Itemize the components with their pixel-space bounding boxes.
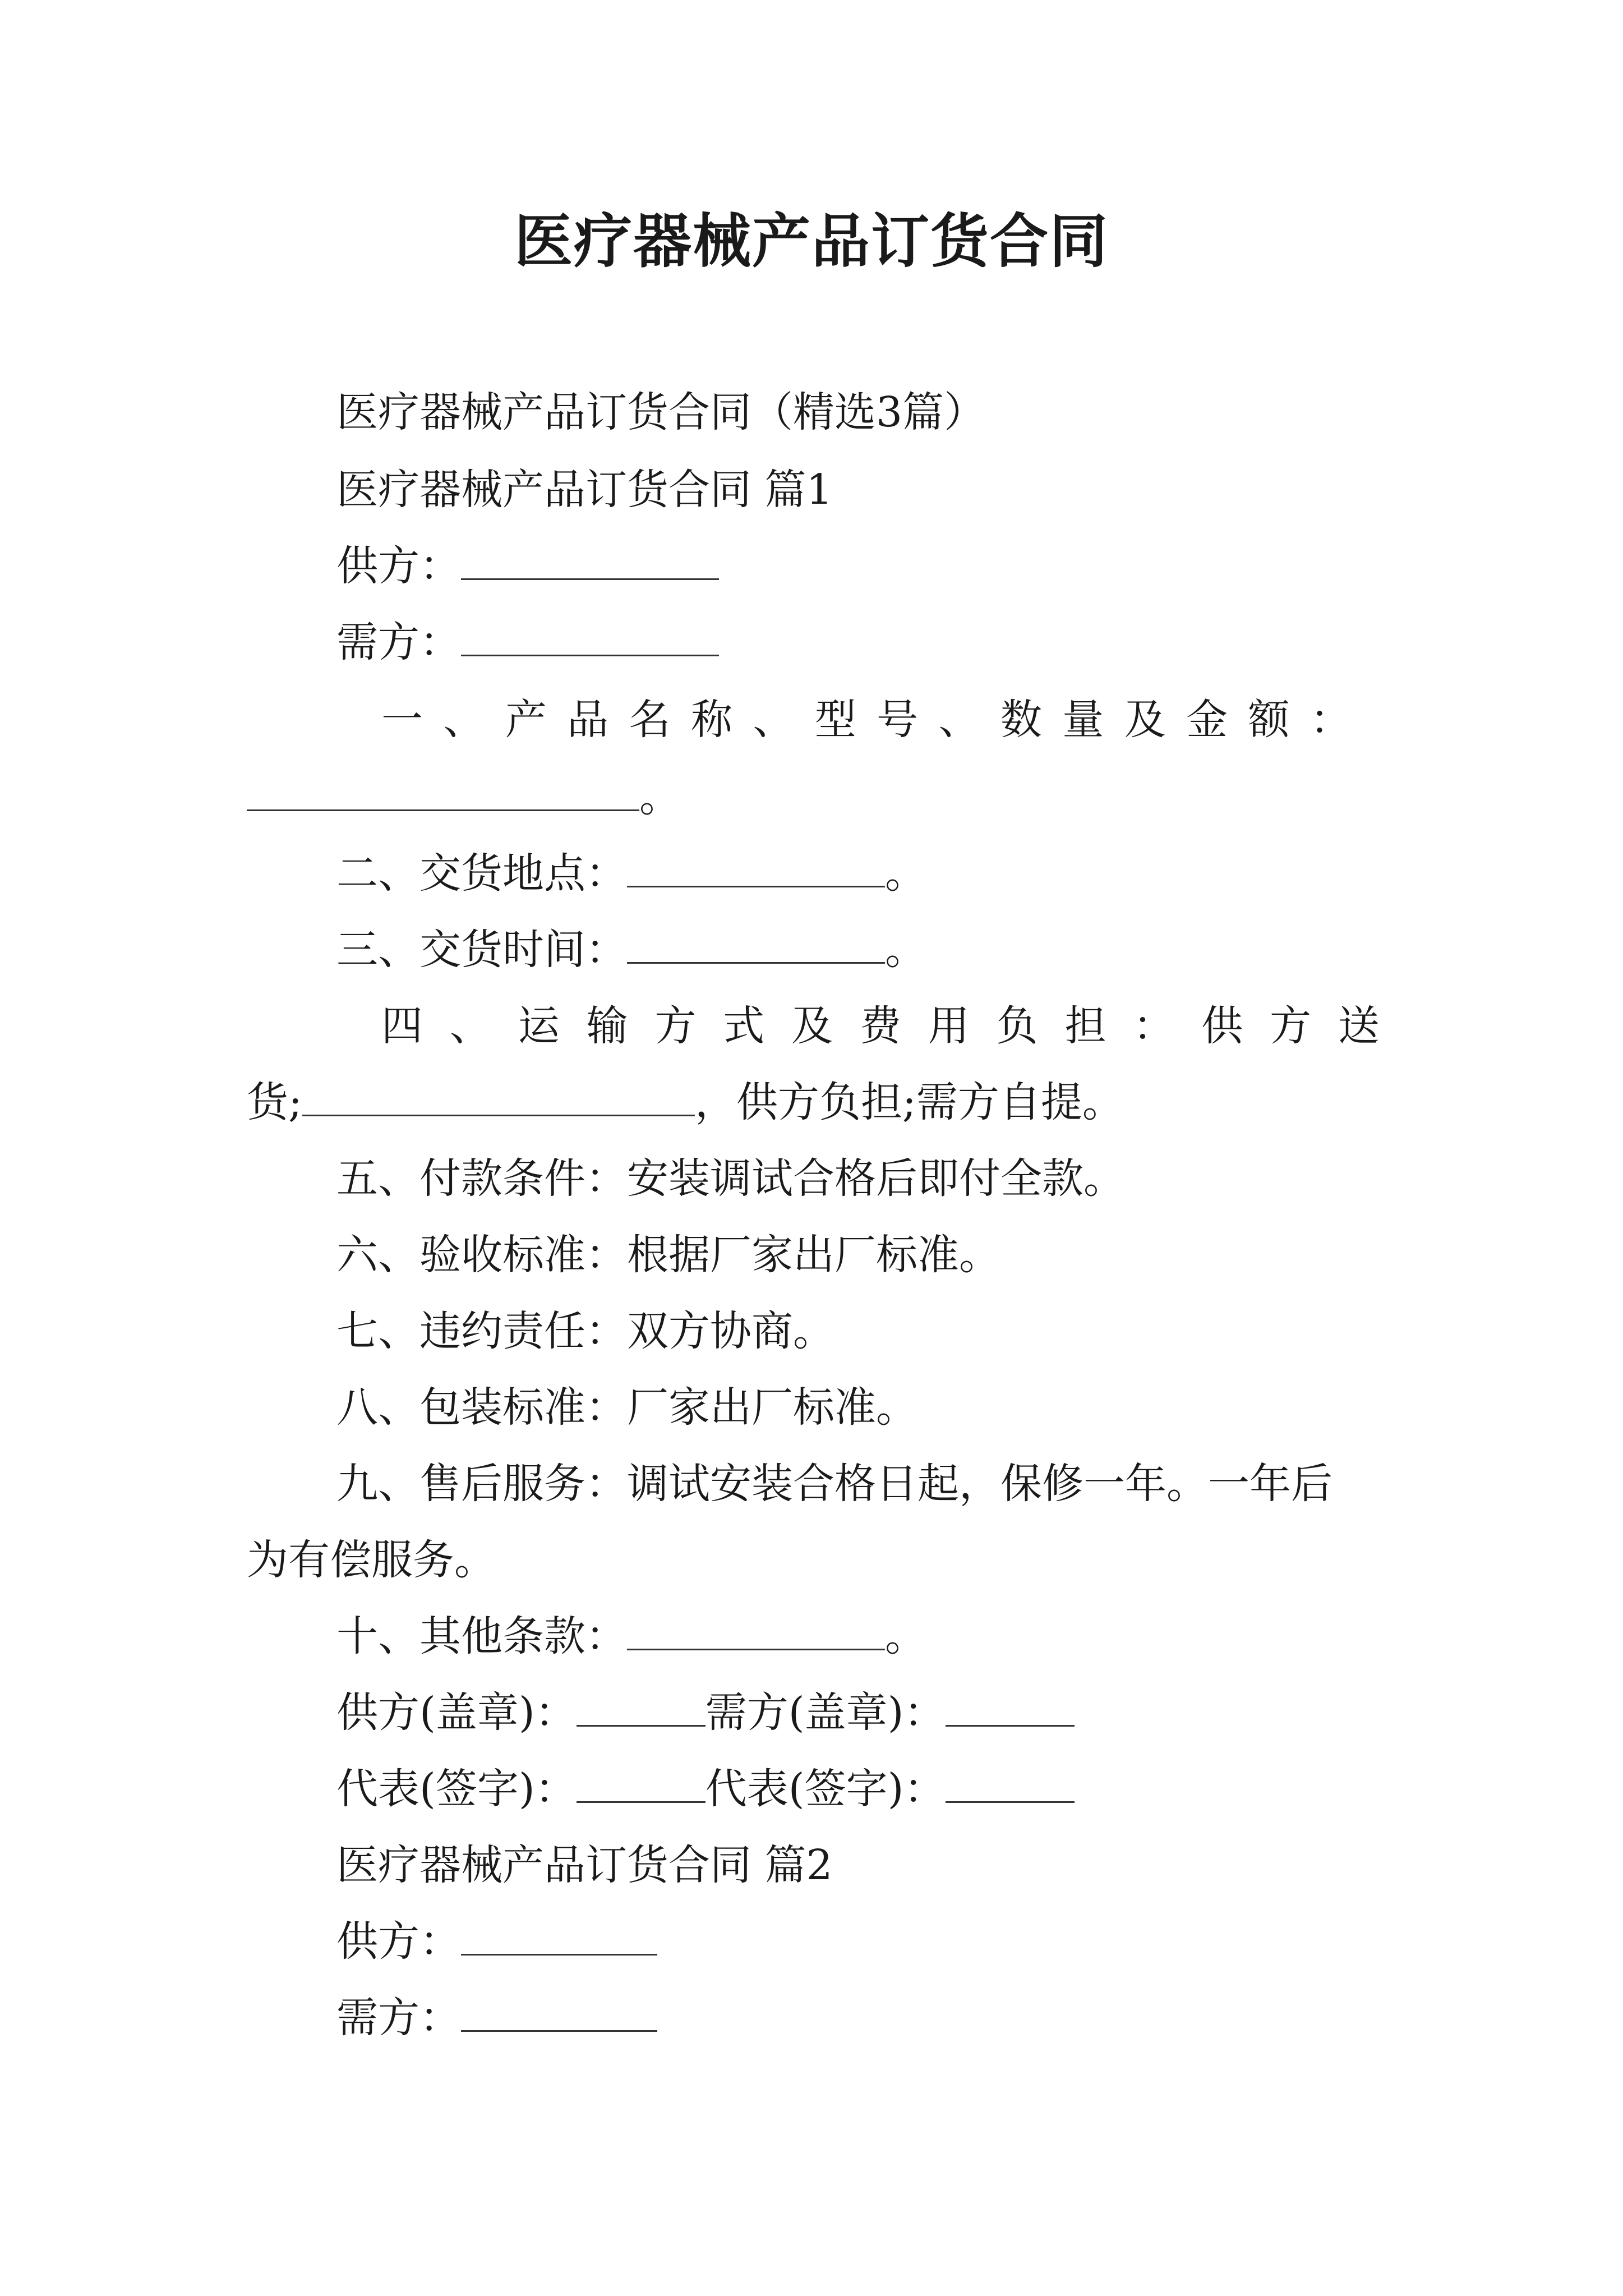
item10-label: 十、其他条款： xyxy=(336,1612,627,1660)
item4-char: 方 xyxy=(654,1002,697,1050)
seal-line xyxy=(336,1682,1075,1743)
item4-line xyxy=(381,995,1380,1057)
item4-char: 式 xyxy=(723,1002,765,1050)
item1-blank xyxy=(247,770,639,811)
item4-char: 担 xyxy=(1064,1002,1106,1050)
item10-end: 。 xyxy=(885,1612,926,1660)
item1-char: 数 xyxy=(1000,696,1042,744)
item2-end: 。 xyxy=(885,849,926,898)
document-title: 医疗器械产品订货合同 xyxy=(514,206,1109,275)
item1-char: 号 xyxy=(877,696,919,744)
buyer-label: 需方： xyxy=(336,618,461,666)
item1-char: 、 xyxy=(443,696,485,744)
item2-label: 二、交货地点： xyxy=(336,849,627,898)
item1-end: 。 xyxy=(639,773,681,821)
item4-char: 供 xyxy=(1201,1002,1243,1050)
item1-char: ： xyxy=(1310,696,1352,744)
item4-char: 四 xyxy=(381,1002,423,1050)
item1-char: 产 xyxy=(505,696,547,744)
part2-supplier-blank xyxy=(461,1915,657,1955)
item4-cont-b: ，供方负担;需方自提。 xyxy=(694,1078,1124,1126)
part2-buyer-blank xyxy=(461,1991,657,2032)
item1-char: 型 xyxy=(814,696,856,744)
part2-buyer-line xyxy=(336,1987,657,2049)
item1-line xyxy=(381,689,1352,751)
seal-supplier-blank xyxy=(577,1686,706,1727)
item4-char: 负 xyxy=(996,1002,1038,1050)
item5-line: 五、付款条件：安装调试合格后即付全款。 xyxy=(336,1154,1125,1203)
item1-char: 、 xyxy=(753,696,795,744)
item1-char: 及 xyxy=(1124,696,1166,744)
part2-buyer-label: 需方： xyxy=(336,1994,461,2042)
item4-char: 费 xyxy=(859,1002,901,1050)
item10-line xyxy=(336,1605,926,1667)
item3-end: 。 xyxy=(885,926,926,974)
sign-buyer-label: 代表(签字)： xyxy=(705,1765,946,1813)
item4-cont-a: 货; xyxy=(247,1078,302,1126)
seal-supplier-label: 供方(盖章)： xyxy=(336,1688,577,1737)
item1-char: 量 xyxy=(1062,696,1104,744)
item4-char: 运 xyxy=(518,1002,560,1050)
part2-heading: 医疗器械产品订货合同 篇2 xyxy=(336,1841,833,1889)
item3-label: 三、交货时间： xyxy=(336,926,627,974)
sign-line xyxy=(336,1758,1075,1820)
part2-supplier-label: 供方： xyxy=(336,1917,461,1966)
supplier-label: 供方： xyxy=(336,542,461,590)
item3-blank xyxy=(627,923,885,964)
item4-char: 及 xyxy=(791,1002,833,1050)
item1-char: 名 xyxy=(629,696,671,744)
item9-continuation: 为有偿服务。 xyxy=(247,1536,496,1584)
sign-supplier-blank xyxy=(577,1762,706,1803)
item4-char: ： xyxy=(1133,1002,1175,1050)
item2-line xyxy=(336,843,926,904)
item4-continuation xyxy=(247,1071,1124,1133)
item1-continuation xyxy=(247,766,681,828)
item4-char: 输 xyxy=(586,1002,628,1050)
supplier-blank xyxy=(461,539,719,580)
item4-char: 送 xyxy=(1338,1002,1380,1050)
item10-blank xyxy=(627,1609,885,1650)
sign-supplier-label: 代表(签字)： xyxy=(336,1765,577,1813)
item4-char: 方 xyxy=(1269,1002,1311,1050)
item8-line: 八、包装标准：厂家出厂标准。 xyxy=(336,1383,917,1432)
supplier-line xyxy=(336,535,719,597)
buyer-line xyxy=(336,611,719,673)
item4-char: 、 xyxy=(449,1002,491,1050)
item2-blank xyxy=(627,846,885,887)
seal-buyer-label: 需方(盖章)： xyxy=(705,1688,946,1737)
intro-line: 医疗器械产品订货合同（精选3篇） xyxy=(336,388,986,436)
item1-char: 称 xyxy=(690,696,732,744)
item1-char: 、 xyxy=(938,696,980,744)
item1-char: 一 xyxy=(381,696,423,744)
sign-buyer-blank xyxy=(946,1762,1075,1803)
item4-blank xyxy=(302,1075,695,1116)
item7-line: 七、违约责任：双方协商。 xyxy=(336,1307,834,1355)
buyer-blank xyxy=(461,615,719,656)
item6-line: 六、验收标准：根据厂家出厂标准。 xyxy=(336,1231,1000,1279)
seal-buyer-blank xyxy=(946,1686,1075,1727)
item3-line xyxy=(336,919,926,981)
item1-char: 额 xyxy=(1248,696,1290,744)
item1-char: 品 xyxy=(567,696,609,744)
item1-char: 金 xyxy=(1186,696,1228,744)
part1-heading: 医疗器械产品订货合同 篇1 xyxy=(336,466,833,514)
item9-line: 九、售后服务：调试安装合格日起，保修一年。一年后 xyxy=(336,1460,1332,1508)
part2-supplier-line xyxy=(336,1911,657,1972)
item4-char: 用 xyxy=(928,1002,970,1050)
